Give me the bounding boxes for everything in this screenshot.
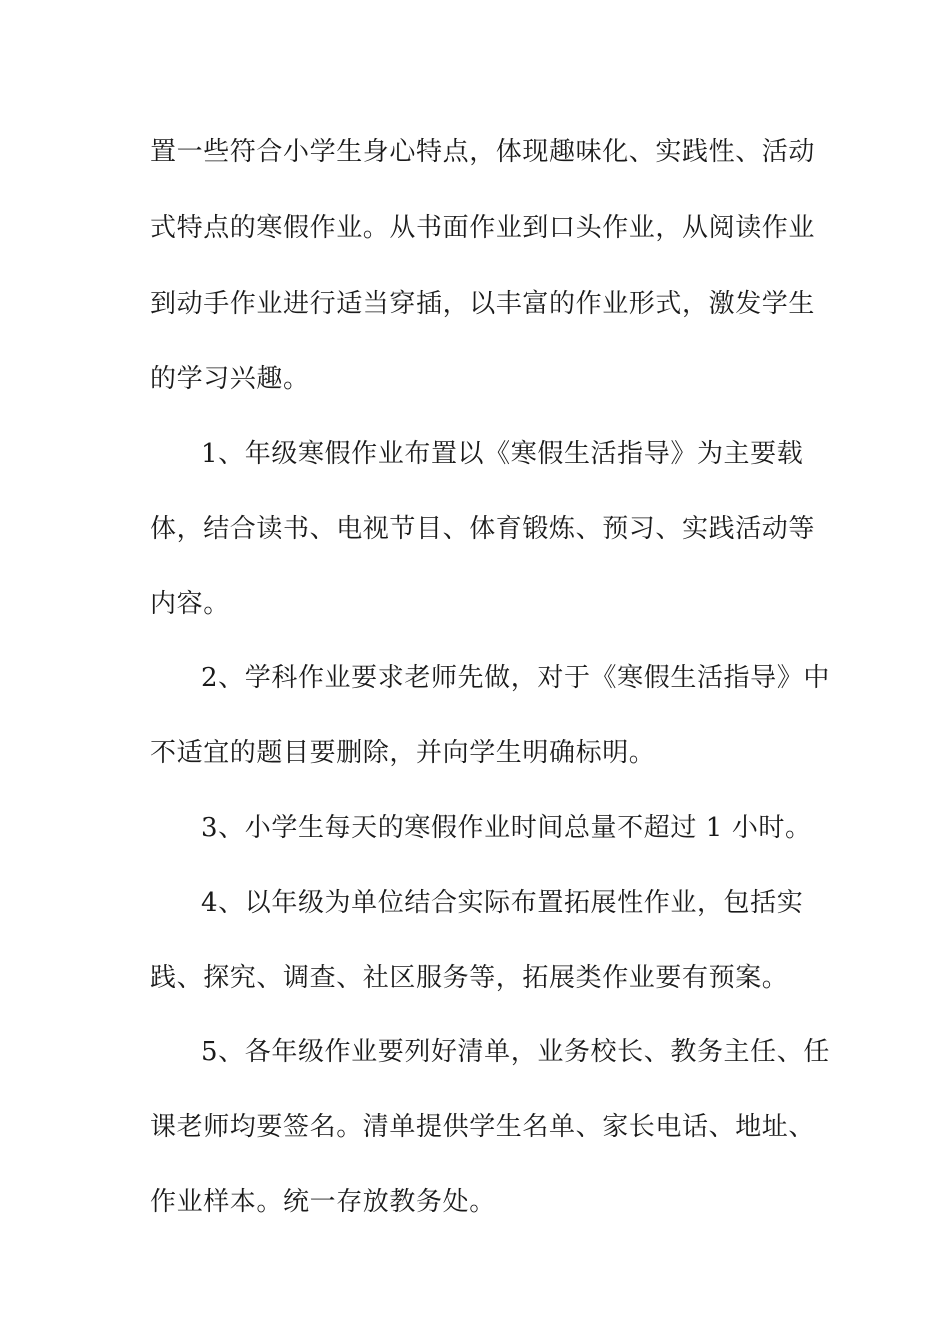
paragraph-line: 置一些符合小学生身心特点，体现趣味化、实践性、活动 [150, 137, 816, 167]
list-item-1-line: 1、年级寒假作业布置以《寒假生活指导》为主要载 [201, 439, 804, 469]
list-item-1-line: 体，结合读书、电视节目、体育锻炼、预习、实践活动等 [150, 514, 816, 544]
list-item-2-line: 2、学科作业要求老师先做，对于《寒假生活指导》中 [201, 663, 830, 693]
list-item-5-line: 5、各年级作业要列好清单，业务校长、教务主任、任 [201, 1037, 830, 1067]
list-item-2-line: 不适宜的题目要删除，并向学生明确标明。 [150, 738, 656, 768]
list-item-5-line: 课老师均要签名。清单提供学生名单、家长电话、地址、 [150, 1112, 816, 1142]
list-item-1-line: 内容。 [150, 589, 230, 619]
list-item-4-line: 践、探究、调查、社区服务等，拓展类作业要有预案。 [150, 963, 789, 993]
list-item-3-line: 3、小学生每天的寒假作业时间总量不超过 1 小时。 [201, 813, 812, 843]
list-item-4-line: 4、以年级为单位结合实际布置拓展性作业，包括实 [201, 888, 804, 918]
list-item-5-line: 作业样本。统一存放教务处。 [150, 1187, 496, 1217]
paragraph-line: 到动手作业进行适当穿插，以丰富的作业形式，激发学生 [150, 289, 816, 319]
paragraph-line: 式特点的寒假作业。从书面作业到口头作业，从阅读作业 [150, 213, 816, 243]
paragraph-line: 的学习兴趣。 [150, 364, 310, 394]
